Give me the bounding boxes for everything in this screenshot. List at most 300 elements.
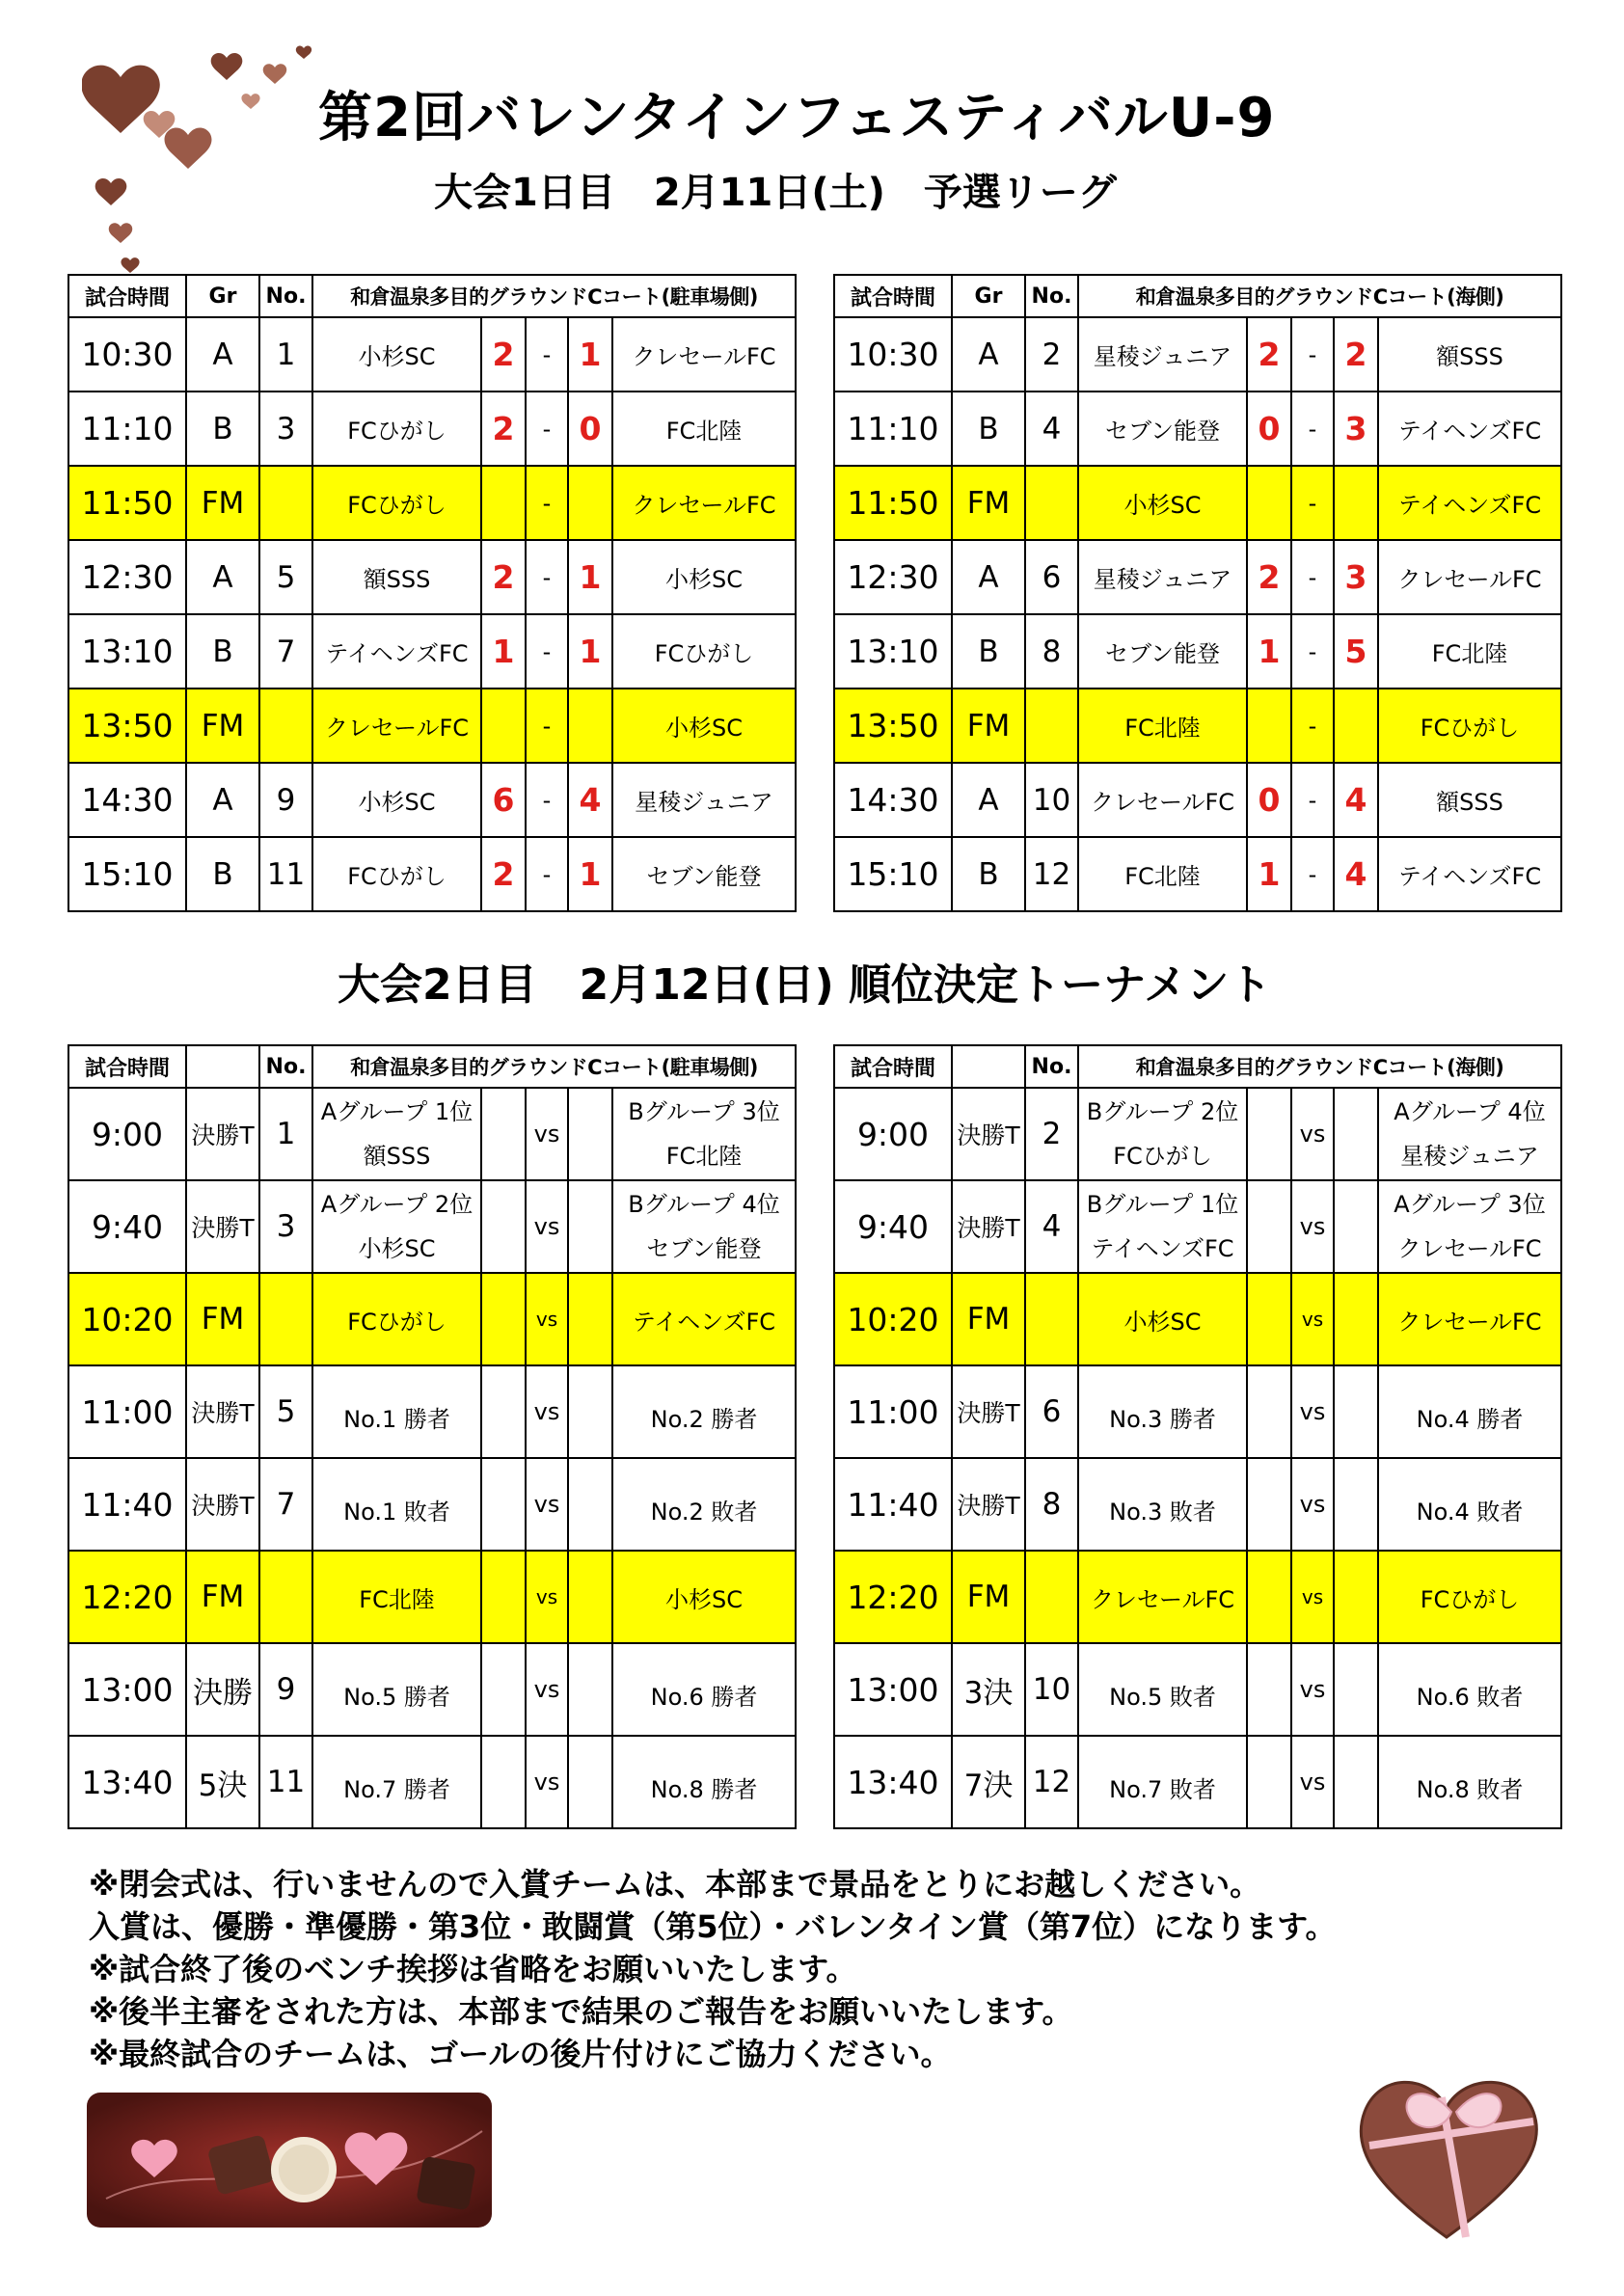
- match-row: [68, 1551, 796, 1643]
- match-group: FM: [952, 466, 1025, 540]
- home-team: No.5 敗者: [1078, 1643, 1247, 1736]
- match-number: 6: [1025, 540, 1078, 614]
- away-team: クレセールFC: [1378, 1273, 1561, 1365]
- away-team-name: FC北陸: [665, 1143, 743, 1170]
- away-team: [612, 1180, 796, 1273]
- header-court: 和倉温泉多目的グラウンドCコート(海側): [1078, 1045, 1561, 1088]
- match-number: 4: [1025, 1180, 1078, 1273]
- home-score: 0: [1247, 763, 1291, 837]
- score-blank: [481, 1643, 526, 1736]
- home-score: 1: [1247, 837, 1291, 911]
- versus-label: vs: [1291, 1365, 1334, 1458]
- match-number: 12: [1025, 1736, 1078, 1828]
- match-row: [834, 1365, 1561, 1458]
- home-score: 2: [481, 837, 526, 911]
- match-group: 決勝T: [186, 1458, 259, 1551]
- match-group: 7決: [952, 1736, 1025, 1828]
- match-group: FM: [186, 689, 259, 763]
- header-no: No.: [259, 1045, 312, 1088]
- away-team-name: 星稜ジュニア: [1400, 1143, 1539, 1170]
- score-separator: -: [526, 837, 568, 911]
- day2-right-table: [833, 1044, 1562, 1829]
- away-score: [568, 689, 612, 763]
- match-time: 11:00: [68, 1365, 186, 1458]
- match-time: 10:30: [68, 317, 186, 392]
- match-group: FM: [952, 1273, 1025, 1365]
- away-team: FCひがし: [1378, 1551, 1561, 1643]
- away-score: [568, 466, 612, 540]
- home-team: セブン能登: [1078, 614, 1247, 689]
- day1-right-body: [834, 317, 1561, 911]
- home-team: No.3 勝者: [1078, 1365, 1247, 1458]
- away-team: No.4 勝者: [1378, 1365, 1561, 1458]
- score-blank: [568, 1365, 612, 1458]
- score-blank: [1334, 1088, 1378, 1180]
- away-score: 4: [568, 763, 612, 837]
- match-group: FM: [186, 466, 259, 540]
- score-separator: -: [1291, 614, 1334, 689]
- away-team: セブン能登: [612, 837, 796, 911]
- home-team-seed: Bグループ 2位: [1086, 1098, 1239, 1125]
- versus-label: vs: [1291, 1643, 1334, 1736]
- header-time: 試合時間: [834, 275, 952, 317]
- score-separator: -: [1291, 317, 1334, 392]
- match-time: 13:50: [834, 689, 952, 763]
- home-team: 星稜ジュニア: [1078, 540, 1247, 614]
- match-time: 13:50: [68, 689, 186, 763]
- home-team: 星稜ジュニア: [1078, 317, 1247, 392]
- versus-label: vs: [1291, 1736, 1334, 1828]
- match-row: [68, 1643, 796, 1736]
- match-number: [259, 1273, 312, 1365]
- versus-label: vs: [526, 1736, 568, 1828]
- match-row: [834, 763, 1561, 837]
- score-blank: [481, 1365, 526, 1458]
- home-team: [312, 1180, 481, 1273]
- match-number: 10: [1025, 763, 1078, 837]
- note-line: ※閉会式は、行いませんので入賞チームは、本部まで景品をとりにお越しください。: [89, 1866, 1261, 1903]
- score-blank: [481, 1551, 526, 1643]
- match-row: [68, 540, 796, 614]
- match-time: 12:30: [834, 540, 952, 614]
- match-row: [834, 1643, 1561, 1736]
- away-score: [1334, 689, 1378, 763]
- away-score: 1: [568, 317, 612, 392]
- match-number: 8: [1025, 614, 1078, 689]
- match-number: 3: [259, 1180, 312, 1273]
- away-team: 額SSS: [1378, 317, 1561, 392]
- match-number: [1025, 466, 1078, 540]
- match-number: 12: [1025, 837, 1078, 911]
- score-separator: -: [526, 317, 568, 392]
- away-score: 3: [1334, 392, 1378, 466]
- match-number: 2: [1025, 317, 1078, 392]
- match-number: [259, 689, 312, 763]
- match-group: 決勝T: [186, 1088, 259, 1180]
- note-line: ※後半主審をされた方は、本部まで結果のご報告をお願いいたします。: [89, 1993, 1073, 2030]
- home-team: FCひがし: [312, 1273, 481, 1365]
- away-score: 1: [568, 837, 612, 911]
- score-blank: [1247, 1736, 1291, 1828]
- match-time: 11:10: [834, 392, 952, 466]
- match-row: [834, 689, 1561, 763]
- home-team-name: 額SSS: [363, 1143, 431, 1170]
- match-time: 9:40: [68, 1180, 186, 1273]
- home-team: [312, 1088, 481, 1180]
- versus-label: vs: [526, 1273, 568, 1365]
- match-group: B: [952, 837, 1025, 911]
- home-team: [1078, 1180, 1247, 1273]
- home-team: FC北陸: [1078, 689, 1247, 763]
- match-number: 7: [259, 1458, 312, 1551]
- chocolates-image-icon: [87, 2093, 492, 2228]
- away-score: [1334, 466, 1378, 540]
- day1-right-table: [833, 274, 1562, 912]
- match-time: 13:10: [834, 614, 952, 689]
- score-blank: [481, 1088, 526, 1180]
- match-group: B: [186, 614, 259, 689]
- match-row: [834, 466, 1561, 540]
- match-time: 13:40: [834, 1736, 952, 1828]
- home-score: 2: [481, 540, 526, 614]
- versus-label: vs: [1291, 1551, 1334, 1643]
- score-separator: -: [526, 466, 568, 540]
- away-team-seed: Bグループ 3位: [628, 1098, 780, 1125]
- match-group: 決勝T: [952, 1458, 1025, 1551]
- match-time: 15:10: [68, 837, 186, 911]
- match-row: [834, 317, 1561, 392]
- score-separator: -: [526, 540, 568, 614]
- header-gr: [952, 1045, 1025, 1088]
- match-row: [68, 614, 796, 689]
- match-group: 決勝T: [952, 1088, 1025, 1180]
- match-row: [68, 317, 796, 392]
- match-row: [68, 1273, 796, 1365]
- match-number: 1: [259, 317, 312, 392]
- match-row: [68, 392, 796, 466]
- match-row: [68, 837, 796, 911]
- home-team: No.5 勝者: [312, 1643, 481, 1736]
- score-separator: -: [1291, 763, 1334, 837]
- match-time: 10:20: [834, 1273, 952, 1365]
- match-group: A: [186, 317, 259, 392]
- match-group: 決勝T: [952, 1365, 1025, 1458]
- away-team: クレセールFC: [1378, 540, 1561, 614]
- away-score: 0: [568, 392, 612, 466]
- away-team-seed: Aグループ 4位: [1394, 1098, 1546, 1125]
- match-number: [1025, 1551, 1078, 1643]
- home-score: 2: [1247, 317, 1291, 392]
- home-team: FCひがし: [312, 837, 481, 911]
- header-court: 和倉温泉多目的グラウンドCコート(駐車場側): [312, 275, 796, 317]
- home-team: No.7 勝者: [312, 1736, 481, 1828]
- away-score: 5: [1334, 614, 1378, 689]
- match-row: [68, 1736, 796, 1828]
- match-time: 11:40: [834, 1458, 952, 1551]
- match-row: [834, 614, 1561, 689]
- home-team: 小杉SC: [312, 317, 481, 392]
- match-group: FM: [952, 689, 1025, 763]
- match-group: 3決: [952, 1643, 1025, 1736]
- away-score: 4: [1334, 837, 1378, 911]
- score-blank: [481, 1180, 526, 1273]
- header-no: No.: [259, 275, 312, 317]
- match-time: 15:10: [834, 837, 952, 911]
- header-court: 和倉温泉多目的グラウンドCコート(海側): [1078, 275, 1561, 317]
- match-group: 決勝: [186, 1643, 259, 1736]
- away-team: No.6 敗者: [1378, 1643, 1561, 1736]
- score-blank: [1334, 1180, 1378, 1273]
- score-blank: [1334, 1273, 1378, 1365]
- away-team: FCひがし: [612, 614, 796, 689]
- match-row: [834, 1180, 1561, 1273]
- match-row: [68, 1365, 796, 1458]
- score-separator: -: [1291, 466, 1334, 540]
- heart-gift-box-icon: [1350, 2054, 1553, 2247]
- versus-label: vs: [1291, 1273, 1334, 1365]
- match-row: [68, 1088, 796, 1180]
- versus-label: vs: [526, 1365, 568, 1458]
- away-team: No.2 勝者: [612, 1365, 796, 1458]
- match-time: 11:50: [834, 466, 952, 540]
- versus-label: vs: [1291, 1088, 1334, 1180]
- away-team: 小杉SC: [612, 689, 796, 763]
- match-time: 13:00: [68, 1643, 186, 1736]
- match-number: 7: [259, 614, 312, 689]
- score-blank: [481, 1458, 526, 1551]
- header-no: No.: [1025, 275, 1078, 317]
- away-team: テイヘンズFC: [1378, 837, 1561, 911]
- match-time: 10:20: [68, 1273, 186, 1365]
- home-team: No.3 敗者: [1078, 1458, 1247, 1551]
- header-gr: Gr: [952, 275, 1025, 317]
- home-team: FCひがし: [312, 392, 481, 466]
- score-blank: [568, 1551, 612, 1643]
- header-gr: Gr: [186, 275, 259, 317]
- match-number: 4: [1025, 392, 1078, 466]
- match-number: 1: [259, 1088, 312, 1180]
- match-row: [68, 1458, 796, 1551]
- home-team: テイヘンズFC: [312, 614, 481, 689]
- home-score: [1247, 466, 1291, 540]
- away-team: 星稜ジュニア: [612, 763, 796, 837]
- away-score: 3: [1334, 540, 1378, 614]
- home-team: 小杉SC: [1078, 1273, 1247, 1365]
- match-row: [68, 466, 796, 540]
- match-row: [68, 1180, 796, 1273]
- score-blank: [568, 1736, 612, 1828]
- match-number: 2: [1025, 1088, 1078, 1180]
- home-score: 2: [481, 317, 526, 392]
- match-time: 12:20: [68, 1551, 186, 1643]
- versus-label: vs: [1291, 1458, 1334, 1551]
- score-blank: [1247, 1458, 1291, 1551]
- home-score: 1: [1247, 614, 1291, 689]
- score-separator: -: [1291, 392, 1334, 466]
- away-team: No.8 敗者: [1378, 1736, 1561, 1828]
- away-team: 額SSS: [1378, 763, 1561, 837]
- score-blank: [1334, 1458, 1378, 1551]
- match-number: 5: [259, 540, 312, 614]
- match-group: B: [186, 392, 259, 466]
- match-number: 9: [259, 763, 312, 837]
- day1-left-table: [68, 274, 797, 912]
- away-team-seed: Aグループ 3位: [1394, 1191, 1546, 1218]
- match-number: 3: [259, 392, 312, 466]
- match-row: [834, 1273, 1561, 1365]
- day1-left-body: [68, 317, 796, 911]
- home-score: [1247, 689, 1291, 763]
- home-score: 1: [481, 614, 526, 689]
- home-team-name: FCひがし: [1113, 1143, 1212, 1170]
- away-team-seed: Bグループ 4位: [628, 1191, 780, 1218]
- match-group: A: [952, 317, 1025, 392]
- score-blank: [481, 1736, 526, 1828]
- away-team: 小杉SC: [612, 540, 796, 614]
- score-blank: [1247, 1365, 1291, 1458]
- home-team: FC北陸: [312, 1551, 481, 1643]
- match-number: 10: [1025, 1643, 1078, 1736]
- home-team-name: 小杉SC: [358, 1235, 436, 1262]
- match-time: 13:10: [68, 614, 186, 689]
- away-team: [1378, 1088, 1561, 1180]
- match-row: [834, 1088, 1561, 1180]
- notes: [89, 1863, 1535, 2075]
- match-row: [834, 540, 1561, 614]
- away-score: 1: [568, 614, 612, 689]
- score-separator: -: [526, 614, 568, 689]
- match-group: 5決: [186, 1736, 259, 1828]
- match-time: 9:40: [834, 1180, 952, 1273]
- score-separator: -: [1291, 837, 1334, 911]
- home-score: 6: [481, 763, 526, 837]
- score-blank: [1247, 1551, 1291, 1643]
- versus-label: vs: [526, 1643, 568, 1736]
- match-group: A: [186, 763, 259, 837]
- away-score: 2: [1334, 317, 1378, 392]
- score-blank: [568, 1180, 612, 1273]
- away-team: FC北陸: [1378, 614, 1561, 689]
- match-number: [1025, 689, 1078, 763]
- match-group: A: [952, 763, 1025, 837]
- match-number: 11: [259, 837, 312, 911]
- away-team: クレセールFC: [612, 466, 796, 540]
- home-team: No.1 敗者: [312, 1458, 481, 1551]
- home-score: [481, 689, 526, 763]
- home-team: クレセールFC: [1078, 1551, 1247, 1643]
- match-time: 11:50: [68, 466, 186, 540]
- match-row: [834, 1551, 1561, 1643]
- match-row: [834, 392, 1561, 466]
- away-team-name: セブン能登: [646, 1235, 762, 1262]
- match-group: 決勝T: [186, 1365, 259, 1458]
- score-blank: [481, 1273, 526, 1365]
- home-score: 2: [481, 392, 526, 466]
- score-blank: [1334, 1365, 1378, 1458]
- score-separator: -: [526, 689, 568, 763]
- home-team-seed: Aグループ 2位: [320, 1191, 474, 1218]
- day2-title: 大会2日目 2月12日(日) 順位決定トーナメント: [338, 960, 1272, 1010]
- score-separator: -: [1291, 689, 1334, 763]
- score-blank: [1247, 1180, 1291, 1273]
- versus-label: vs: [526, 1088, 568, 1180]
- away-team: No.2 敗者: [612, 1458, 796, 1551]
- header-gr: [186, 1045, 259, 1088]
- header-time: 試合時間: [68, 1045, 186, 1088]
- header-time: 試合時間: [834, 1045, 952, 1088]
- away-team: テイヘンズFC: [1378, 466, 1561, 540]
- day1-title: 大会1日目 2月11日(土) 予選リーグ: [434, 171, 1117, 215]
- home-score: 2: [1247, 540, 1291, 614]
- away-team: No.6 勝者: [612, 1643, 796, 1736]
- match-number: 5: [259, 1365, 312, 1458]
- match-number: 6: [1025, 1365, 1078, 1458]
- day2-right-body: [834, 1088, 1561, 1828]
- versus-label: vs: [526, 1180, 568, 1273]
- match-number: 11: [259, 1736, 312, 1828]
- match-time: 10:30: [834, 317, 952, 392]
- home-team: [1078, 1088, 1247, 1180]
- versus-label: vs: [1291, 1180, 1334, 1273]
- match-number: 8: [1025, 1458, 1078, 1551]
- match-group: B: [952, 614, 1025, 689]
- header-no: No.: [1025, 1045, 1078, 1088]
- versus-label: vs: [526, 1551, 568, 1643]
- home-team: FCひがし: [312, 466, 481, 540]
- away-score: 4: [1334, 763, 1378, 837]
- hearts-decoration-icon: [82, 39, 323, 280]
- score-blank: [568, 1643, 612, 1736]
- match-group: A: [952, 540, 1025, 614]
- home-team: No.1 勝者: [312, 1365, 481, 1458]
- score-blank: [1334, 1643, 1378, 1736]
- match-time: 12:20: [834, 1551, 952, 1643]
- score-blank: [1334, 1736, 1378, 1828]
- match-group: 決勝T: [186, 1180, 259, 1273]
- header-time: 試合時間: [68, 275, 186, 317]
- home-team: No.7 敗者: [1078, 1736, 1247, 1828]
- match-group: A: [186, 540, 259, 614]
- match-time: 11:00: [834, 1365, 952, 1458]
- score-separator: -: [526, 763, 568, 837]
- away-team: 小杉SC: [612, 1551, 796, 1643]
- match-row: [68, 689, 796, 763]
- home-team-name: テイヘンズFC: [1091, 1235, 1234, 1262]
- home-score: 0: [1247, 392, 1291, 466]
- home-team-seed: Aグループ 1位: [320, 1098, 474, 1125]
- score-blank: [1247, 1643, 1291, 1736]
- score-blank: [1247, 1273, 1291, 1365]
- match-row: [68, 763, 796, 837]
- away-team-name: クレセールFC: [1397, 1235, 1542, 1262]
- score-blank: [568, 1458, 612, 1551]
- away-team: FCひがし: [1378, 689, 1561, 763]
- home-team-seed: Bグループ 1位: [1086, 1191, 1239, 1218]
- score-blank: [568, 1273, 612, 1365]
- match-row: [834, 1458, 1561, 1551]
- away-team: テイヘンズFC: [612, 1273, 796, 1365]
- match-row: [834, 1736, 1561, 1828]
- page-title: 第2回バレンタインフェスティバルU-9: [318, 87, 1276, 149]
- home-team: 小杉SC: [1078, 466, 1247, 540]
- score-separator: -: [1291, 540, 1334, 614]
- match-time: 13:40: [68, 1736, 186, 1828]
- home-team: 額SSS: [312, 540, 481, 614]
- match-time: 11:40: [68, 1458, 186, 1551]
- home-team: クレセールFC: [312, 689, 481, 763]
- match-group: B: [952, 392, 1025, 466]
- away-team: [1378, 1180, 1561, 1273]
